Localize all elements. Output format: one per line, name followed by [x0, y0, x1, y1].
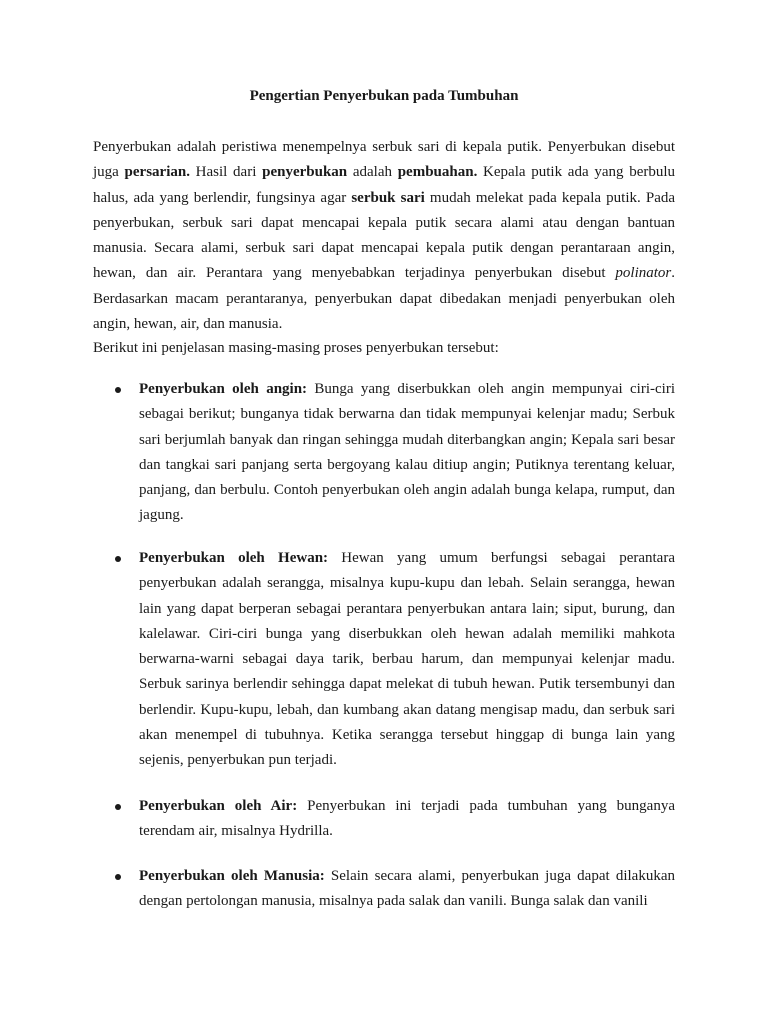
intro-bold-term: persarian. — [124, 164, 190, 181]
intro-italic-term: polinator — [615, 265, 672, 282]
item-text: Bunga yang diserbukkan oleh angin mempunyai ciri-ciri sebagai berikut; bunganya tidak berwarna dan tidak mempunyai kelenjar madu; Serbuk sari berjumlah banyak dan ringan sehingga mudah diterbangkan angin; Kepala sari besar dan tangkai sari panjang serta bergoyang kalau ditiup angin; Putiknya terentang keluar, panjang, dan berbulu. Contoh penyerbukan oleh angin adalah bunga kelapa, rumput, dan jagung. — [139, 381, 675, 524]
item-heading: Penyerbukan oleh Air: — [139, 798, 298, 814]
item-heading: Penyerbukan oleh angin: — [139, 381, 308, 397]
intro-text: . Berdasarkan macam perantaranya, penyerbukan dapat dibedakan menjadi penyerbukan oleh angin, hewan, air, dan manusia. — [93, 265, 675, 333]
bullet-icon — [115, 556, 121, 562]
list-item-human — [139, 864, 675, 915]
intro-bold-term: penyerbukan — [262, 164, 348, 181]
list-introduction: Berikut ini penjelasan masing-masing proses penyerbukan tersebut: — [93, 340, 499, 356]
intro-text: adalah — [347, 164, 398, 181]
item-text: Hewan yang umum berfungsi sebagai perantara penyerbukan adalah serangga, misalnya kupu-kupu dan lebah. Selain serangga, hewan lain yang dapat berperan sebagai perantara penyerbukan antara lain; siput, burung, dan kalelawar. Ciri-ciri bunga yang diserbukkan oleh hewan adalah memiliki mahkota berwarna-warni sebagai daya tarik, berbau harum, dan mempunyai kelenjar madu. Serbuk sarinya berlendir sehingga dapat melekat di tubuh hewan. Putik tersembunyi dan berlendir. Kupu-kupu, lebah, dan kumbang akan datang mengisap madu, dan serbuk sari akan menempel di tubuhnya. Ketika serangga tersebut hinggap di bunga lain yang sejenis, penyerbukan pun terjadi. — [139, 550, 675, 769]
list-item-wind — [139, 377, 675, 529]
item-heading: Penyerbukan oleh Manusia: — [139, 868, 325, 884]
intro-bold-term: serbuk sari — [351, 189, 425, 206]
intro-text: Penyerbukan adalah peristiwa menempelnya serbuk sari di kepala putik. Penyerbukan disebut juga — [93, 139, 675, 181]
intro-text: Hasil dari — [189, 164, 263, 181]
bullet-icon — [115, 804, 121, 810]
bullet-icon — [115, 387, 121, 393]
intro-bold-term: pembuahan. — [397, 164, 478, 181]
page-title: Pengertian Penyerbukan pada Tumbuhan — [249, 88, 519, 104]
intro-paragraph — [93, 135, 675, 337]
intro-text: Kepala putik ada yang berbulu halus, ada yang berlendir, fungsinya agar — [93, 164, 676, 206]
item-text: Penyerbukan ini terjadi pada tumbuhan yang bunganya terendam air, misalnya Hydrilla. — [139, 798, 675, 840]
intro-text: mudah melekat pada kepala putik. Pada penyerbukan, serbuk sari dapat mencapai kepala putik secara alami atau dengan bantuan manusia. Secara alami, serbuk sari dapat mencapai kepala putik dengan perantaraan angin, hewan, dan air. Perantara yang menyebabkan terjadinya penyerbukan disebut — [93, 189, 676, 282]
bullet-icon — [115, 874, 121, 880]
item-heading: Penyerbukan oleh Hewan: — [139, 550, 329, 566]
list-item-animal — [139, 546, 675, 774]
list-item-water — [139, 794, 675, 845]
item-text: Selain secara alami, penyerbukan juga dapat dilakukan dengan pertolongan manusia, misalnya pada salak dan vanili. Bunga salak dan vanili — [139, 868, 675, 910]
